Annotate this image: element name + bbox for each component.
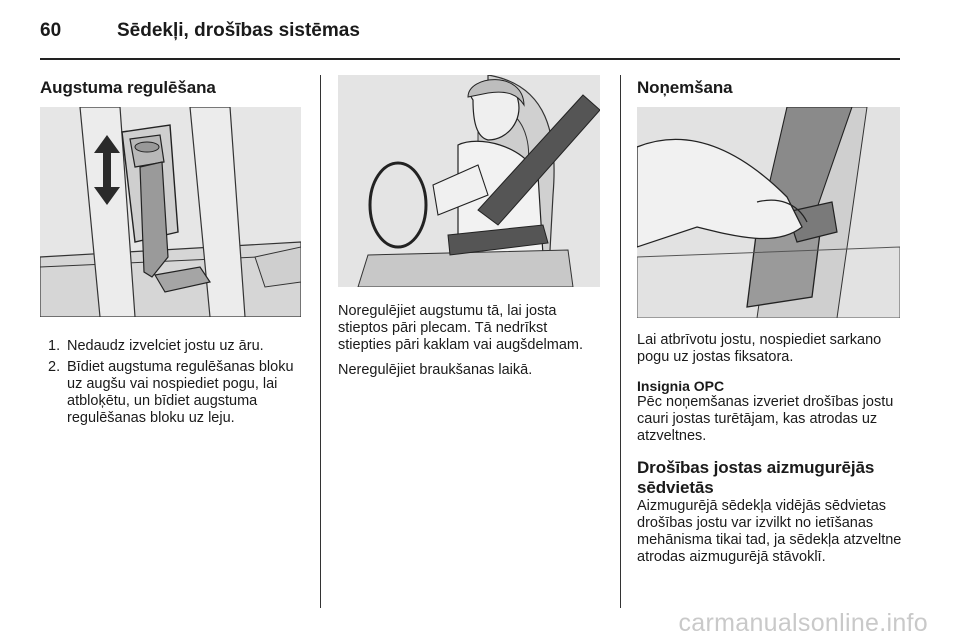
section-heading-rear-seats: Drošības jostas aizmugurējās sēdvietās (637, 458, 875, 497)
page-number: 60 (40, 20, 62, 41)
section-heading-height-adjust: Augstuma regulēšana (40, 78, 216, 97)
up-down-arrow-icon (92, 135, 122, 205)
paragraph: Pēc noņemšanas izveriet drošības jostu cauri jostas turētājam, kas atrodas uz atzveltnes. (637, 394, 894, 444)
illustration-belt-release (637, 107, 900, 318)
subheading-insignia-opc: Insignia OPC (637, 378, 725, 394)
list-item: 2. Bīdiet augstuma regulēšanas bloku uz augšu vai nospiediet pogu, lai atbloķētu, un bīdiet augstuma regulēšanas bloku uz leju. (48, 359, 294, 426)
list-item: 1. Nedaudz izvelciet jostu uz āru. (48, 338, 264, 354)
step-list (40, 338, 302, 427)
right-text (637, 332, 905, 566)
left-column (40, 78, 305, 98)
left-steps (40, 338, 302, 431)
column-divider-1 (320, 75, 321, 608)
paragraph: Neregulējiet braukšanas laikā. (338, 362, 533, 378)
header-divider (40, 58, 900, 60)
watermark: carmanualsonline.info (678, 609, 928, 637)
paragraph: Noregulējiet augstumu tā, lai josta stieptos pāri plecam. Tā nedrīkst stiepties pāri kaklam vai augšdelmam. (338, 303, 583, 353)
illustration-belt-height-adjuster (40, 107, 301, 317)
middle-text (338, 303, 600, 379)
paragraph: Aizmugurējā sēdekļa vidējās sēdvietas drošības jostu var izvilkt no ietīšanas mehānisma tikai tad, ja sēdekļa atzveltne atrodas aizmugurējā stāvoklī. (637, 498, 902, 565)
section-heading-removal: Noņemšana (637, 78, 733, 97)
paragraph: Lai atbrīvotu jostu, nospiediet sarkano pogu uz jostas fiksatora. (637, 332, 882, 365)
illustration-driver-belt-position (338, 75, 600, 287)
right-column-heading (637, 78, 902, 98)
page-header (40, 18, 900, 48)
column-divider-2 (620, 75, 621, 608)
page-title: Sēdekļi, drošības sistēmas (117, 20, 360, 41)
